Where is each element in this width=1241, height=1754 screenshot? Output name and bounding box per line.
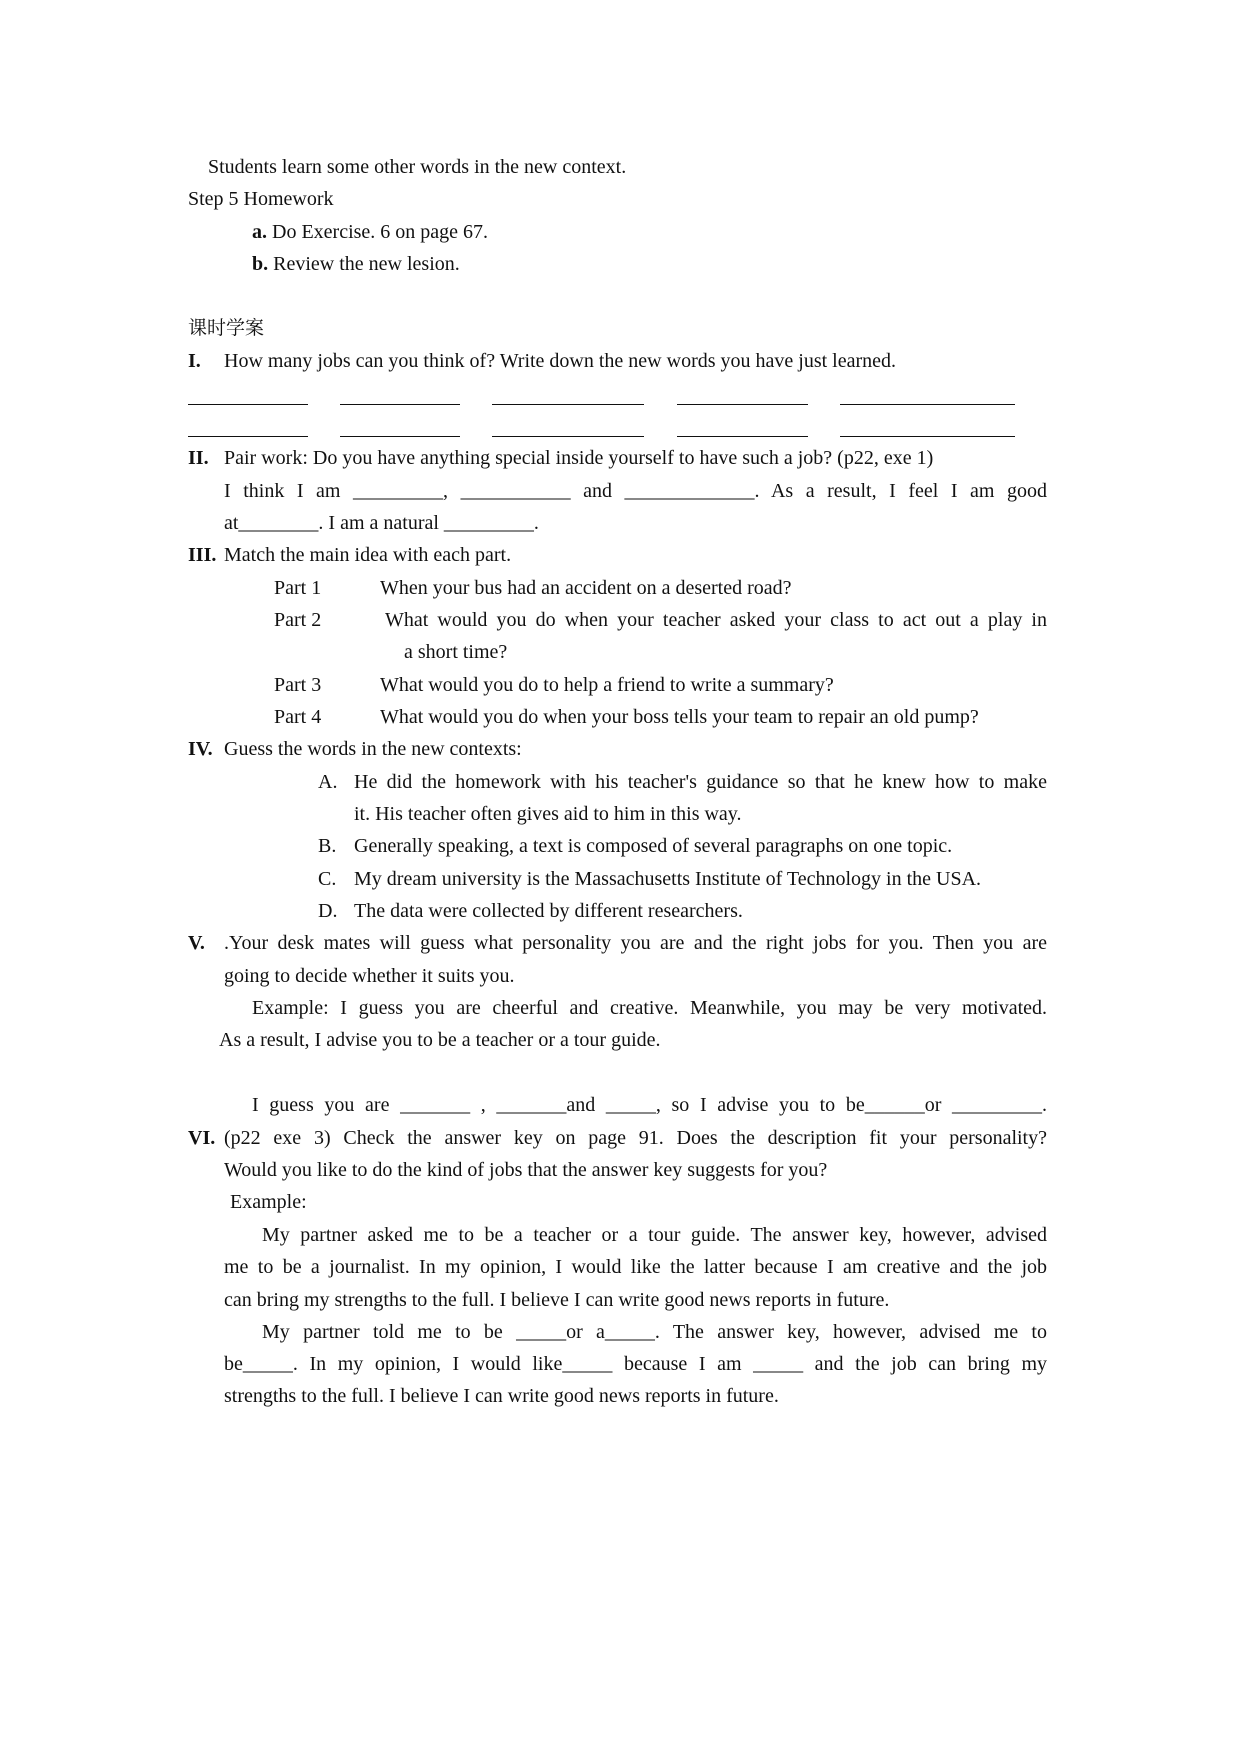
section-1-text: How many jobs can you think of? Write down the new words you have just learned. xyxy=(224,350,897,372)
homework-marker: b. xyxy=(252,253,269,275)
blank-line[interactable] xyxy=(840,436,1015,437)
homework-marker: a. xyxy=(252,221,267,243)
section-5-fill-line: I guess you are _______ , _______and _____, so I advise you to be______or _________. xyxy=(252,1094,1047,1116)
homework-text: Review the new lesion. xyxy=(268,253,460,275)
item-label: A. xyxy=(318,771,338,793)
context-line: Students learn some other words in the new context. xyxy=(208,156,627,178)
fill-paragraph-line: My partner told me to be _____or a_____. The answer key, however, advised me to xyxy=(262,1321,1047,1343)
blank-line[interactable] xyxy=(492,404,644,405)
part-text: What would you do when your boss tells your team to repair an old pump? xyxy=(380,706,979,728)
item-text: My dream university is the Massachusetts Institute of Technology in the USA. xyxy=(354,868,982,890)
part-label: Part 3 xyxy=(274,674,322,696)
section-2-fill-line-2: at________. I am a natural _________. xyxy=(224,512,539,534)
blank-line[interactable] xyxy=(492,436,644,437)
section-6-line-1: (p22 exe 3) Check the answer key on page 91. Does the description fit your personality? xyxy=(224,1127,1047,1149)
section-4-text: Guess the words in the new contexts: xyxy=(224,738,522,760)
item-text: The data were collected by different researchers. xyxy=(354,900,743,922)
section-3-number: III. xyxy=(188,544,217,566)
item-label: B. xyxy=(318,835,337,857)
item-text: Generally speaking, a text is composed of several paragraphs on one topic. xyxy=(354,835,953,857)
section-6-line-2: Would you like to do the kind of jobs that the answer key suggests for you? xyxy=(224,1159,828,1181)
blank-line[interactable] xyxy=(340,436,460,437)
example-paragraph-line: can bring my strengths to the full. I believe I can write good news reports in future. xyxy=(224,1289,890,1311)
blank-line[interactable] xyxy=(677,404,808,405)
example-paragraph-line: My partner asked me to be a teacher or a tour guide. The answer key, however, advised xyxy=(262,1224,1047,1246)
fill-paragraph-line: be_____. In my opinion, I would like_____ because I am _____ and the job can bring my xyxy=(224,1353,1047,1375)
item-text-continued: it. His teacher often gives aid to him in this way. xyxy=(354,803,742,825)
example-label: Example: xyxy=(230,1191,307,1213)
part-text: What would you do to help a friend to write a summary? xyxy=(380,674,834,696)
section-5-line-1: .Your desk mates will guess what personality you are and the right jobs for you. Then you are xyxy=(224,932,1047,954)
example-line-2: As a result, I advise you to be a teacher or a tour guide. xyxy=(219,1029,661,1051)
homework-item-b xyxy=(252,254,460,274)
part-text-continued: a short time? xyxy=(404,641,508,663)
section-2-text: Pair work: Do you have anything special inside yourself to have such a job? (p22, exe 1) xyxy=(224,447,934,469)
blank-line[interactable] xyxy=(340,404,460,405)
blank-line[interactable] xyxy=(840,404,1015,405)
part-label: Part 2 xyxy=(274,609,322,631)
section-2-number: II. xyxy=(188,447,209,469)
part-text: When your bus had an accident on a deserted road? xyxy=(380,577,792,599)
part-label: Part 1 xyxy=(274,577,322,599)
blank-line[interactable] xyxy=(188,436,308,437)
item-label: D. xyxy=(318,900,338,922)
homework-text: Do Exercise. 6 on page 67. xyxy=(267,221,489,243)
item-text: He did the homework with his teacher's guidance so that he knew how to make xyxy=(354,771,1047,793)
blank-line[interactable] xyxy=(677,436,808,437)
part-text: What would you do when your teacher asked your class to act out a play in xyxy=(385,609,1047,631)
section-4-number: IV. xyxy=(188,738,213,760)
part-label: Part 4 xyxy=(274,706,322,728)
step-title: Step 5 Homework xyxy=(188,188,334,210)
section-heading: 课时学案 xyxy=(188,317,265,339)
fill-paragraph-line: strengths to the full. I believe I can write good news reports in future. xyxy=(224,1385,779,1407)
item-label: C. xyxy=(318,868,337,890)
section-1-number: I. xyxy=(188,350,201,372)
section-5-line-2: going to decide whether it suits you. xyxy=(224,965,515,987)
section-2-fill-line-1: I think I am _________, ___________ and _____________. As a result, I feel I am good xyxy=(224,480,1047,502)
example-paragraph-line: me to be a journalist. In my opinion, I would like the latter because I am creative and the job xyxy=(224,1256,1047,1278)
section-5-number: V. xyxy=(188,932,205,954)
section-6-number: VI. xyxy=(188,1127,216,1149)
blank-line[interactable] xyxy=(188,404,308,405)
example-line-1: Example: I guess you are cheerful and creative. Meanwhile, you may be very motivated. xyxy=(252,997,1047,1019)
section-3-text: Match the main idea with each part. xyxy=(224,544,512,566)
homework-item-a xyxy=(252,222,488,242)
